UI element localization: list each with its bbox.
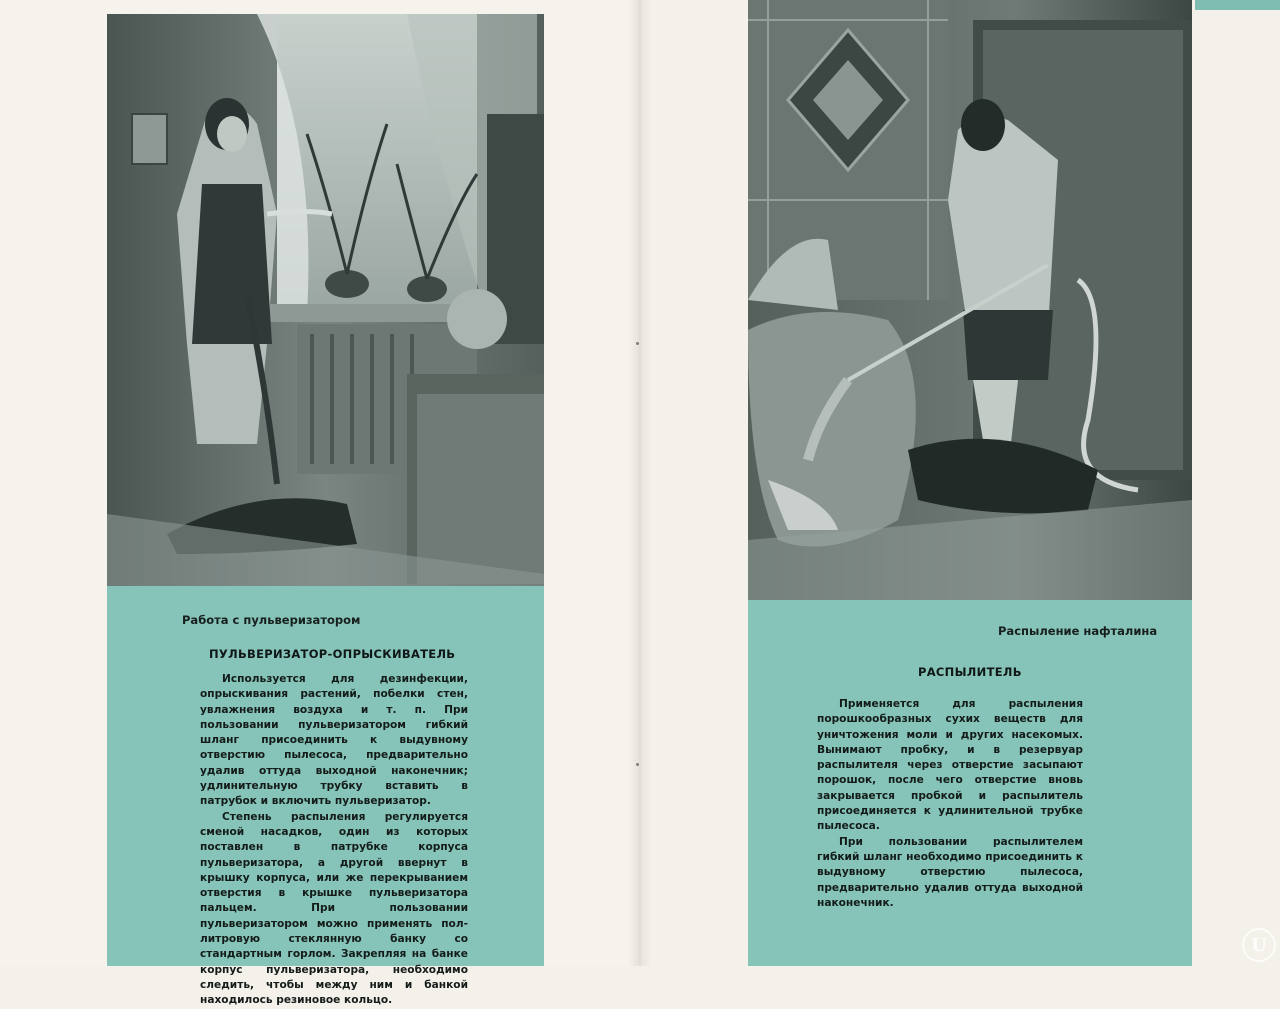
- right-paragraph-2: При пользовании распылителем гибкий шланг необходимо присоединить к выдувному отверстию пылесоса, предварительно удалив оттуда выходной наконечник.: [817, 835, 1083, 909]
- watermark-glyph: U: [1251, 934, 1267, 956]
- right-edge-teal-strip: [1195, 0, 1280, 10]
- right-figure-caption: Распыление нафталина: [998, 624, 1158, 638]
- watermark-logo: [1242, 928, 1276, 962]
- left-section-heading: ПУЛЬВЕРИЗАТОР-ОПРЫСКИВАТЕЛЬ: [209, 647, 456, 661]
- right-paragraph-1: Применяется для распыления порошкообразных сухих веществ для уничтожения моли и других насекомых. Вынимают пробку, и в резервуар распылителя через отверстие засыпают порошок, после чего отверстие вновь закрывается пробкой и распылитель присоединяется к удлинительной трубке пылесоса.: [817, 698, 1083, 833]
- right-body-text: [817, 697, 1083, 911]
- book-gutter: [628, 0, 652, 966]
- left-page: [0, 0, 640, 1007]
- right-illustration-duster: [748, 0, 1192, 600]
- right-page: [640, 0, 1280, 966]
- left-body-text: [200, 672, 468, 1009]
- left-paragraph-2: Степень распыления регулируется сменой насадков, один из которых поставлен в патрубке корпуса пульверизатора, а другой ввернут в крышку корпуса, или же перекрыванием отверстия в крышке пульверизатора пальцем. При пользовании пульверизатором можно применять пол-литровую стеклянную банку со стандартным горлом. Закрепляя на банке корпус пульверизатора, необходимо следить, чтобы между ним и банкой находилось резиновое кольцо.: [200, 810, 468, 1007]
- left-figure-caption: Работа с пульверизатором: [182, 613, 361, 627]
- left-illustration-sprayer: [107, 14, 544, 586]
- left-paragraph-1: Используется для дезинфекции, опрыскивания растений, побелки стен, увлажнения воздуха и т. п. При пользовании пульверизатором гибкий шланг присоединить к выдувному отверстию пылесоса, предварительно удалив оттуда выходной наконечник; удлинительную трубку вставить в патрубок и включить пульверизатор.: [200, 673, 468, 808]
- right-section-heading: РАСПЫЛИТЕЛЬ: [918, 665, 1022, 679]
